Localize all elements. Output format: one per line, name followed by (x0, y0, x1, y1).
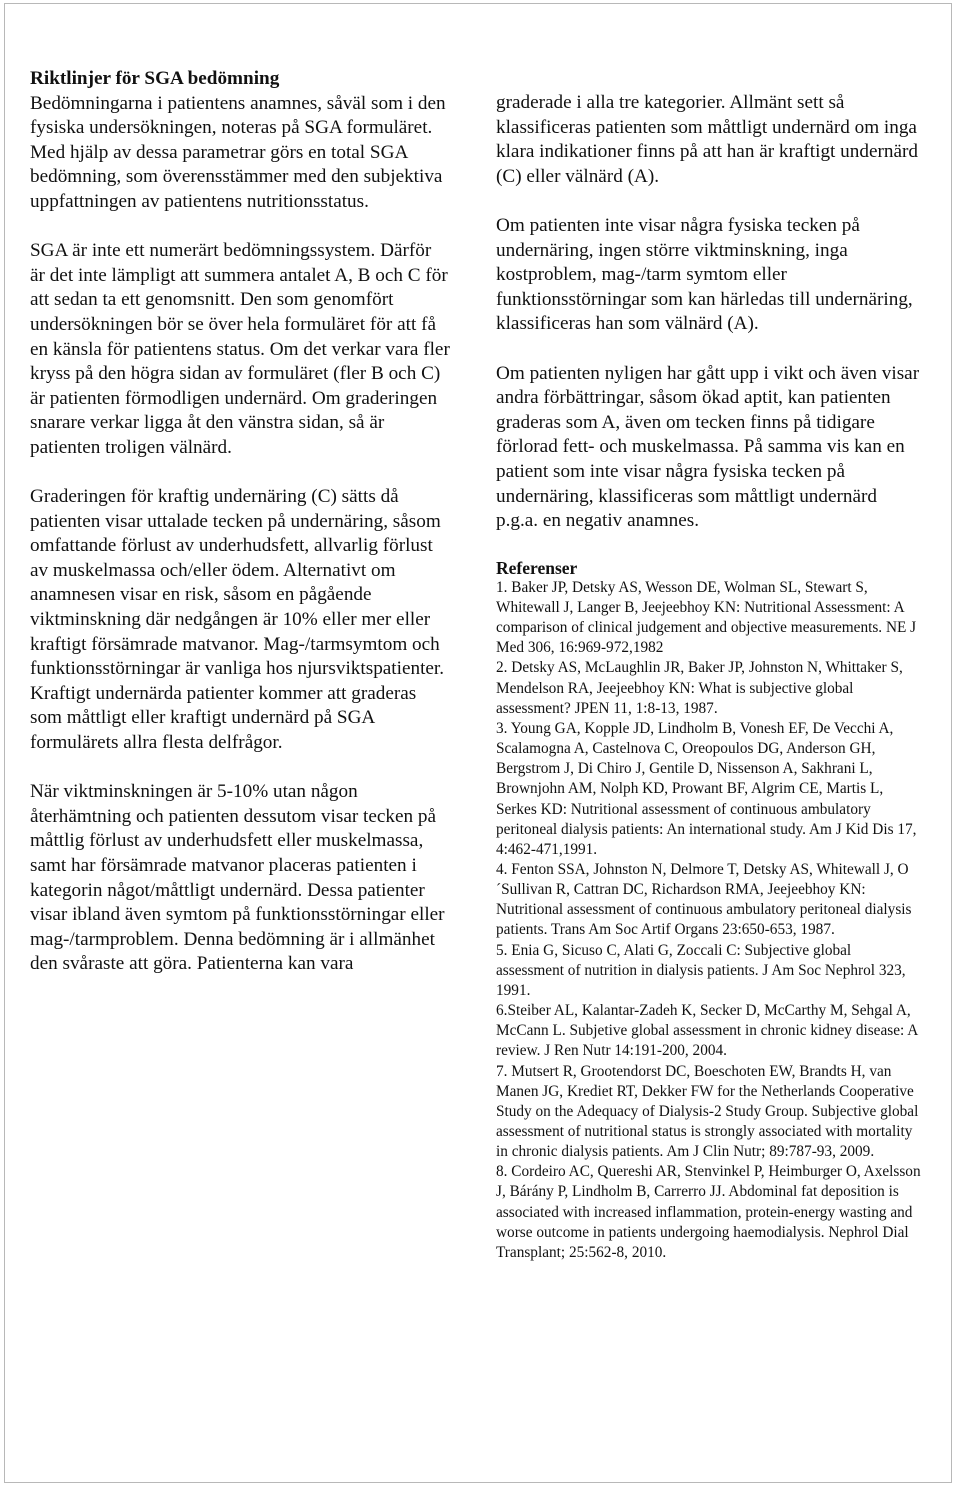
reference-item: 4. Fenton SSA, Johnston N, Delmore T, Detsky AS, Whitewall J, O´Sullivan R, Cattran DC, Richardson RMA, Jeejeebhoy KN: Nutritional assessment of continuous ambulatory peritoneal dialysis patients. Trans Am Soc Artif Organs 23:650-653, 1987. (496, 860, 912, 939)
reference-item: 8. Cordeiro AC, Quereshi AR, Stenvinkel P, Heimburger O, Axelsson J, Bárány P, Lindholm B, Carrerro JJ. Abdominal fat deposition is associated with increased inflammation, protein-energy wasting and worse outcome in patients undergoing haemodialysis. Nephrol Dial Transplant; 25:562-8, 2010. (496, 1163, 921, 1261)
paragraph-intro: Bedömningarna i patientens anamnes, såväl som i den fysiska undersökningen, noteras på SGA formuläret. Med hjälp av dessa parametrar görs en total SGA bedömning, som överensstämmer med den subjektiva uppfattningen av patientens nutritionsstatus. (30, 92, 446, 212)
left-column (30, 67, 450, 977)
right-column (496, 91, 921, 1263)
reference-item: 6.Steiber AL, Kalantar-Zadeh K, Secker D, McCarthy M, Sehgal A, McCann L. Subjetive global assessment in chronic kidney disease: A review. J Ren Nutr 14:191-200, 2004. (496, 1002, 918, 1060)
reference-item: 7. Mutsert R, Grootendorst DC, Boeschoten EW, Brandts H, van Manen JG, Krediet RT, Dekker FW for the Netherlands Cooperative Study on the Adequacy of Dialysis-2 Study Group. Subjective global assessment of nutritional status is strongly associated with mortality in chronic dialysis patients. Am J Clin Nutr; 89:787-93, 2009. (496, 1062, 919, 1161)
reference-item: 3. Young GA, Kopple JD, Lindholm B, Vonesh EF, De Vecchi A, Scalamogna A, Castelnova C, Oreopoulos DG, Anderson GH, Bergstrom J, Di Chiro J, Gentile D, Nissenson A, Sakhrani L, Brownjohn AM, Nolph KD, Prowant BF, Algrim CE, Martis L, Serkes KD: Nutritional assessment of continuous ambulatory peritoneal dialysis patients: An international study. Am J Kid Dis 17, 4:462-471,1991. (496, 719, 917, 858)
reference-item: 2. Detsky AS, McLaughlin JR, Baker JP, Johnston N, Whittaker S, Mendelson RA, Jeejeebhoy KN: What is subjective global assessment? JPEN 11, 1:8-13, 1987. (496, 659, 903, 717)
paragraph-numeric-system: SGA är inte ett numerärt bedömningssystem. Därför är det inte lämpligt att summera antalet A, B och C för att sedan ta ett genomsnitt. Den som genomfört undersökningen bör se över hela formuläret för att få en känsla för patientens status. Om det verkar vara fler kryss på den högra sidan av formuläret (fler B och C) är patienten förmodligen undernärd. Om graderingen snarare verkar ligga åt den vänstra sidan, så är patienten troligen välnärd. (30, 240, 450, 458)
reference-item: 1. Baker JP, Detsky AS, Wesson DE, Wolman SL, Stewart S, Whitewall J, Langer B, Jeejeebhoy KN: Nutritional Assessment: A comparison of clinical judgement and objective measurements. NE J Med 306, 16:969-972,1982 (496, 578, 917, 657)
paragraph-continued: graderade i alla tre kategorier. Allmänt sett så klassificeras patienten som måttligt undernärd om inga klara indikationer finns på att han är kraftigt undernärd (C) eller välnärd (A). (496, 92, 918, 187)
section-heading: Riktlinjer för SGA bedömning (30, 68, 280, 89)
paragraph-severe-malnutrition: Graderingen för kraftig undernäring (C) sätts då patienten visar uttalade tecken på undernäring, såsom omfattande förlust av underhudsfett, allvarlig förlust av muskelmassa och/eller ödem. Alternativt om anamnesen visar en risk, såsom en pågående viktminskning där nedgången är 10% eller mer eller kraftigt försämrade matvanor. Mag-/tarmsymtom och funktionsstörningar är vanliga hos njursviktspatienter. Kraftigt undernärda patienter kommer att graderas som måttligt eller kraftigt undernärd på SGA formulärets allra flesta delfrågor. (30, 486, 445, 754)
paragraph-moderate-malnutrition: När viktminskningen är 5-10% utan någon återhämtning och patienten dessutom visar tecken på måttlig förlust av underhudsfett eller muskelmassa, samt har försämrade matvanor placeras patienten i kategorin något/måttligt undernärd. Dessa patienter visar ibland även symtom på funktionsstörningar eller mag-/tarmproblem. Denna bedömning är i allmänhet den svåraste att göra. Patienterna kan vara (30, 781, 445, 975)
paragraph-weight-gain: Om patienten nyligen har gått upp i vikt och även visar andra förbättringar, såsom ökad aptit, kan patienten graderas som A, även om tecken finns på tidigare förlorad fett- och muskelmassa. På samma vis kan en patient som inte visar några fysiska tecken på undernäring, klassificeras som måttligt undernärd p.g.a. en negativ anamnes. (496, 362, 920, 532)
references-heading: Referenser (496, 557, 578, 578)
reference-item: 5. Enia G, Sicuso C, Alati G, Zoccali C: Subjective global assessment of nutrition in dialysis patients. J Am Soc Nephrol 323, 1991. (496, 941, 906, 999)
references-list (496, 578, 921, 1263)
paragraph-well-nourished: Om patienten inte visar några fysiska tecken på undernäring, ingen större viktminskning, inga kostproblem, mag-/tarm symtom eller funktionsstörningar som kan härledas till undernäring, klassificeras han som välnärd (A). (496, 214, 913, 335)
